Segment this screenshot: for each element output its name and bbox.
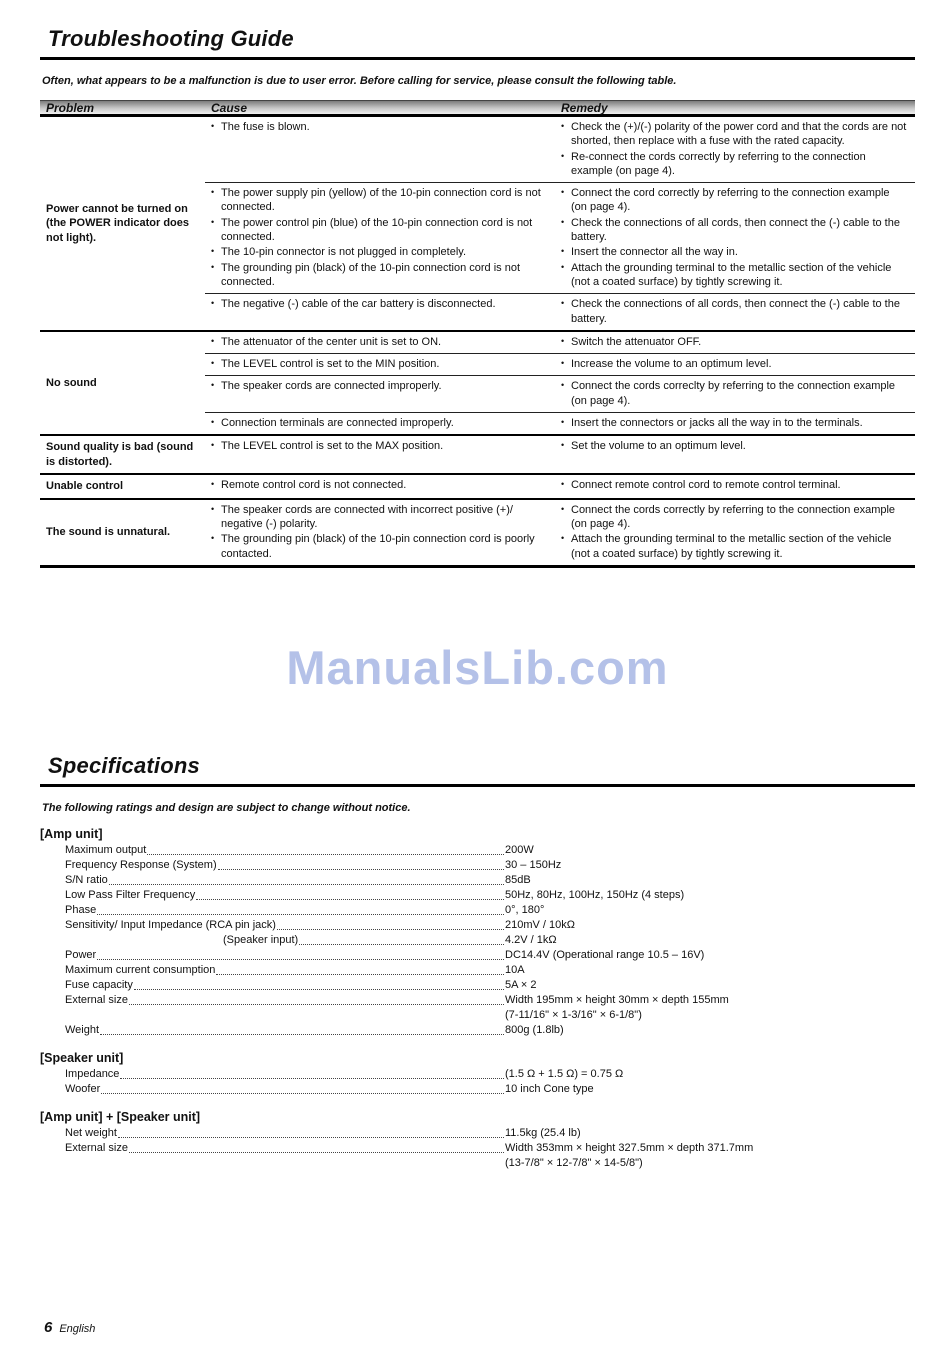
specifications-section-head: [40, 753, 915, 787]
remedy-item: [561, 186, 907, 215]
cause-remedy-subrow: [205, 375, 915, 412]
bullet-icon: •: [211, 440, 215, 451]
bullet-icon: •: [211, 417, 215, 428]
spec-value: (1.5 Ω + 1.5 Ω) = 0.75 Ω: [505, 1068, 624, 1081]
table-row: [40, 498, 915, 565]
dotted-leader: [299, 944, 504, 945]
spec-value: 50Hz, 80Hz, 100Hz, 150Hz (4 steps): [505, 889, 685, 902]
remedy-item: [561, 416, 907, 430]
cause-item: [211, 261, 547, 290]
cause-item-text: The fuse is blown.: [221, 121, 310, 133]
remedy-item: [561, 379, 907, 408]
problem-text: No sound: [46, 376, 97, 389]
cause-item: [211, 186, 547, 215]
cause-item: [211, 503, 547, 532]
remedy-cell: [555, 500, 915, 565]
dotted-leader: [277, 929, 504, 930]
cause-item-text: The speaker cords are connected improperly.: [221, 380, 442, 393]
spec-label: External size: [65, 1142, 128, 1155]
bullet-icon: •: [561, 380, 565, 391]
bullet-icon: •: [211, 216, 215, 227]
spec-label: Maximum output: [65, 844, 147, 857]
bullet-icon: •: [211, 533, 215, 544]
problem-cell: [40, 117, 205, 330]
troubleshooting-title: Troubleshooting Guide: [48, 26, 294, 51]
spec-line: [65, 1023, 915, 1038]
remedy-cell: [555, 183, 915, 293]
cause-remedy-subrow: [205, 412, 915, 434]
remedy-cell: [555, 376, 915, 412]
cause-item-text: Connection terminals are connected improperly.: [221, 417, 454, 430]
remedy-item-text: Connect the cord correctly by referring to the connection example (on page 4).: [571, 187, 890, 214]
spec-section-heading: [Amp unit]: [40, 827, 103, 842]
spec-label: Impedance: [65, 1068, 120, 1081]
spec-line: [65, 993, 915, 1008]
dotted-leader: [196, 899, 504, 900]
remedy-cell: [555, 332, 915, 353]
remedy-item-text: Check the connections of all cords, then connect the (-) cable to the battery.: [571, 298, 900, 325]
cause-item-text: The speaker cords are connected with incorrect positive (+)/ negative (-) polarity.: [221, 503, 513, 531]
problem-cell: [40, 475, 205, 498]
spec-label: Maximum current consumption: [65, 964, 216, 977]
bullet-icon: •: [211, 358, 215, 369]
dotted-leader: [147, 854, 504, 855]
spec-section-heading: [Amp unit] + [Speaker unit]: [40, 1110, 201, 1125]
remedy-item: [561, 120, 907, 149]
remedy-item-text: Attach the grounding terminal to the metallic section of the vehicle (not a coated surface) by tightly screwing it.: [571, 261, 892, 288]
cause-item: [211, 297, 547, 311]
problem-cell: [40, 332, 205, 434]
spec-line: [65, 948, 915, 963]
cause-item-text: Remote control cord is not connected.: [221, 479, 407, 492]
cause-item-text: The grounding pin (black) of the 10-pin connection cord is not connected.: [221, 261, 521, 288]
spec-label: Low Pass Filter Frequency: [65, 889, 196, 902]
remedy-item-text: Set the volume to an optimum level.: [571, 440, 746, 453]
cause-remedy-subrow: [205, 332, 915, 353]
troubleshooting-section-head: [40, 26, 915, 60]
cause-item: [211, 120, 547, 134]
cause-item-text: The attenuator of the center unit is set to ON.: [221, 335, 442, 348]
cause-item-text: The LEVEL control is set to the MIN position.: [221, 358, 440, 371]
bullet-icon: •: [211, 261, 215, 272]
cause-cell: [205, 500, 555, 565]
remedy-item: [561, 335, 907, 349]
spec-label: Sensitivity/ Input Impedance (RCA pin jack): [65, 919, 276, 932]
cause-item: [211, 439, 547, 453]
dotted-leader: [109, 884, 504, 885]
bullet-icon: •: [561, 440, 565, 451]
cause-item-text: The LEVEL control is set to the MAX position.: [221, 440, 444, 453]
cause-cell: [205, 183, 555, 293]
spec-value: 4.2V / 1kΩ: [505, 934, 557, 947]
problem-text: Unable control: [46, 480, 124, 493]
cause-cell: [205, 413, 555, 434]
dotted-leader: [218, 869, 504, 870]
bullet-icon: •: [211, 380, 215, 391]
bullet-icon: •: [561, 533, 565, 544]
remedy-item: [561, 503, 907, 532]
remedy-item-text: Check the connections of all cords, then connect the (-) cable to the battery.: [571, 216, 900, 244]
page-number: 6: [44, 1319, 53, 1336]
spec-value: 30 – 150Hz: [505, 859, 562, 872]
cause-item: [211, 416, 547, 430]
remedy-item: [561, 357, 907, 371]
dotted-leader: [120, 1078, 504, 1079]
cause-item-text: The grounding pin (black) of the 10-pin connection cord is poorly contacted.: [221, 533, 535, 560]
spec-line: [65, 888, 915, 903]
remedy-item: [561, 439, 907, 453]
page-footer: [44, 1319, 95, 1336]
spec-line: [65, 1067, 915, 1082]
table-row: [40, 330, 915, 434]
remedy-item: [561, 297, 907, 326]
specifications-title: Specifications: [48, 753, 200, 779]
remedy-cell: [555, 436, 915, 473]
spec-value: 10 inch Cone type: [505, 1083, 594, 1096]
spec-section-heading: [Speaker unit]: [40, 1051, 124, 1066]
remedy-item-text: Connect the cords correctly by referring to the connection example (on page 4).: [571, 503, 896, 531]
spec-list: [65, 1067, 915, 1097]
spec-line: [65, 1156, 915, 1171]
spec-label: Woofer: [65, 1083, 101, 1096]
cause-cell: [205, 332, 555, 353]
spec-value: 85dB: [505, 874, 531, 887]
spec-line: [65, 903, 915, 918]
cause-item-text: The power supply pin (yellow) of the 10-pin connection cord is not connected.: [221, 187, 541, 214]
bullet-icon: •: [561, 335, 565, 346]
spec-value: (7-11/16" × 1-3/16" × 6-1/8"): [505, 1009, 642, 1022]
spec-line: [65, 978, 915, 993]
table-body: [40, 117, 915, 565]
cause-remedy-subrow: [205, 500, 915, 565]
spec-label: Power: [65, 949, 97, 962]
troubleshooting-intro: Often, what appears to be a malfunction is due to user error. Before calling for service, please consult the following table.: [42, 75, 677, 87]
spec-line: [65, 933, 915, 948]
bullet-icon: •: [561, 298, 565, 309]
dotted-leader: [129, 1152, 504, 1153]
remedy-item: [561, 261, 907, 290]
subrows: [205, 436, 915, 473]
dotted-leader: [66, 1167, 504, 1168]
dotted-leader: [118, 1137, 504, 1138]
remedy-cell: [555, 354, 915, 375]
spec-label: Phase: [65, 904, 97, 917]
dotted-leader: [134, 989, 504, 990]
remedy-item-text: Attach the grounding terminal to the metallic section of the vehicle (not a coated surface) by tightly screwing it.: [571, 533, 892, 560]
remedy-item-text: Increase the volume to an optimum level.: [571, 358, 772, 371]
cause-item: [211, 357, 547, 371]
cause-item: [211, 532, 547, 561]
spec-line: [65, 1141, 915, 1156]
spec-label: Net weight: [65, 1127, 117, 1140]
cause-item-text: The negative (-) cable of the car battery is disconnected.: [221, 298, 496, 311]
spec-value: 11.5kg (25.4 lb): [505, 1127, 581, 1140]
cause-cell: [205, 294, 555, 330]
dotted-leader: [129, 1004, 504, 1005]
bullet-icon: •: [211, 121, 215, 131]
remedy-item-text: Connect remote control cord to remote control terminal.: [571, 479, 841, 492]
spec-value: 210mV / 10kΩ: [505, 919, 575, 932]
watermark: ManualsLib.com: [286, 641, 669, 695]
table-header-row: [40, 100, 915, 117]
cause-item: [211, 245, 547, 259]
spec-label: Weight: [65, 1024, 100, 1037]
remedy-item: [561, 478, 907, 492]
cause-item: [211, 478, 547, 492]
bullet-icon: •: [211, 187, 215, 198]
cause-item: [211, 335, 547, 349]
bullet-icon: •: [561, 187, 565, 198]
spec-value: DC14.4V (Operational range 10.5 – 16V): [505, 949, 705, 962]
specifications-intro: The following ratings and design are subject to change without notice.: [42, 802, 411, 815]
remedy-item: [561, 216, 907, 245]
spec-value: 200W: [505, 844, 534, 857]
bullet-icon: •: [561, 358, 565, 369]
dotted-leader: [101, 1093, 504, 1094]
column-header-cause: Cause: [211, 100, 248, 115]
remedy-item-text: Check the (+)/(-) polarity of the power cord and that the cords are not shorted, then replace with a fuse with the rated capacity.: [571, 121, 907, 148]
cause-cell: [205, 436, 555, 473]
spec-value: 800g (1.8lb): [505, 1024, 564, 1037]
remedy-item-text: Insert the connectors or jacks all the way in to the terminals.: [571, 417, 863, 430]
spec-label: External size: [65, 994, 128, 1007]
cause-cell: [205, 376, 555, 412]
column-header-remedy: Remedy: [561, 100, 608, 115]
bullet-icon: •: [561, 503, 565, 514]
bullet-icon: •: [561, 216, 565, 227]
remedy-item-text: Switch the attenuator OFF.: [571, 335, 702, 348]
spec-line: [65, 873, 915, 888]
spec-value: Width 353mm × height 327.5mm × depth 371.7mm: [505, 1142, 754, 1155]
spec-value: 0°, 180°: [505, 904, 545, 917]
bullet-icon: •: [561, 150, 565, 161]
spec-value: 10A: [505, 964, 525, 977]
cause-cell: [205, 117, 555, 182]
cause-item: [211, 379, 547, 393]
dotted-leader: [97, 959, 504, 960]
spec-value: 5A × 2: [505, 979, 537, 992]
spec-line: [65, 963, 915, 978]
problem-text: Power cannot be turned on (the POWER indicator does not light).: [46, 202, 190, 244]
cause-remedy-subrow: [205, 293, 915, 330]
dotted-leader: [216, 974, 504, 975]
spec-label: Frequency Response (System): [65, 859, 217, 872]
bullet-icon: •: [211, 479, 215, 490]
dotted-leader: [100, 1034, 504, 1035]
remedy-item: [561, 245, 907, 259]
subrows: [205, 332, 915, 434]
bullet-icon: •: [211, 298, 215, 309]
problem-cell: [40, 500, 205, 565]
specifications-body: [40, 827, 915, 1171]
cause-remedy-subrow: [205, 117, 915, 182]
spec-line: [65, 858, 915, 873]
remedy-item: [561, 150, 907, 179]
bullet-icon: •: [211, 503, 215, 514]
bullet-icon: •: [561, 121, 565, 131]
spec-line: [65, 1126, 915, 1141]
spec-label: (Speaker input): [223, 934, 299, 947]
dotted-leader: [66, 1019, 504, 1020]
remedy-cell: [555, 117, 915, 182]
subrows: [205, 117, 915, 330]
table-row: [40, 473, 915, 498]
bullet-icon: •: [561, 261, 565, 272]
remedy-item-text: Insert the connector all the way in.: [571, 246, 738, 259]
cause-item: [211, 216, 547, 245]
subrows: [205, 500, 915, 565]
table-row: [40, 117, 915, 330]
cause-item-text: The power control pin (blue) of the 10-pin connection cord is not connected.: [221, 216, 533, 244]
bullet-icon: •: [561, 479, 565, 490]
remedy-item: [561, 532, 907, 561]
troubleshooting-table: [40, 100, 915, 568]
bullet-icon: •: [561, 246, 565, 257]
spec-label: Fuse capacity: [65, 979, 133, 992]
remedy-item-text: Connect the cords correclty by referring to the connection example (on page 4).: [571, 380, 896, 407]
remedy-cell: [555, 294, 915, 330]
spec-value: Width 195mm × height 30mm × depth 155mm: [505, 994, 729, 1007]
bullet-icon: •: [211, 246, 215, 257]
subrows: [205, 475, 915, 498]
bullet-icon: •: [561, 417, 565, 428]
cause-remedy-subrow: [205, 182, 915, 293]
problem-text: Sound quality is bad (sound is distorted).: [46, 441, 194, 468]
spec-line: [65, 1008, 915, 1023]
spec-label: S/N ratio: [65, 874, 108, 887]
remedy-cell: [555, 413, 915, 434]
spec-list: [65, 843, 915, 1038]
remedy-cell: [555, 475, 915, 498]
problem-cell: [40, 436, 205, 473]
bullet-icon: •: [211, 335, 215, 346]
cause-cell: [205, 475, 555, 498]
column-header-problem: Problem: [46, 100, 95, 115]
cause-cell: [205, 354, 555, 375]
spec-list: [65, 1126, 915, 1171]
problem-text: The sound is unnatural.: [46, 526, 171, 539]
spec-value: (13-7/8" × 12-7/8" × 14-5/8"): [505, 1157, 643, 1170]
page-language: English: [59, 1323, 96, 1335]
remedy-item-text: Re-connect the cords correctly by referring to the connection example (on page 4).: [571, 150, 866, 177]
cause-remedy-subrow: [205, 353, 915, 375]
spec-line: [65, 1082, 915, 1097]
cause-item-text: The 10-pin connector is not plugged in completely.: [221, 246, 466, 259]
spec-line: [65, 843, 915, 858]
cause-remedy-subrow: [205, 475, 915, 498]
table-row: [40, 434, 915, 473]
cause-remedy-subrow: [205, 436, 915, 473]
spec-line: [65, 918, 915, 933]
dotted-leader: [97, 914, 504, 915]
